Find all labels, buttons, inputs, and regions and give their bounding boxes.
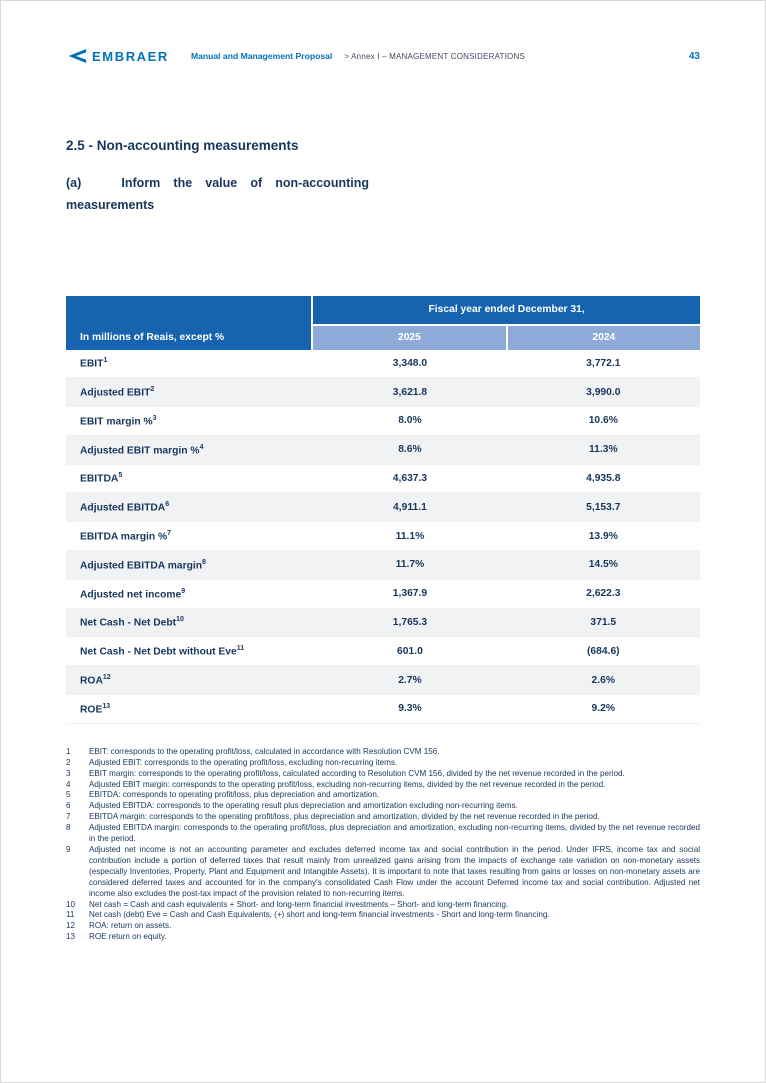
- footnote: [66, 932, 700, 943]
- row-label: ROA$^{12}$: [80, 673, 111, 687]
- table-row: [66, 609, 700, 638]
- footnote-number: 3: [66, 768, 71, 778]
- footnote-number: 13: [66, 932, 76, 942]
- footnote-ref: 6: [165, 501, 170, 509]
- item-a-heading: [66, 172, 369, 217]
- row-label: EBITDA$^5$: [80, 472, 123, 485]
- footnote-ref: 4: [199, 443, 204, 451]
- financial-table: [66, 296, 700, 724]
- footnote-number: 2: [66, 757, 71, 767]
- footnote: [66, 769, 700, 780]
- item-text: Inform the value of non-accounting measurements: [66, 176, 369, 213]
- value-2024: 4,935.8: [586, 473, 621, 485]
- value-2025: 3,348.0: [392, 357, 428, 369]
- table-row: [66, 378, 700, 407]
- table-row: [66, 580, 700, 609]
- footnote: [66, 812, 700, 823]
- row-label: EBIT$^1$: [80, 357, 108, 370]
- row-label: Adjusted EBITDA$^6$: [80, 501, 170, 514]
- document-title: Manual and Management Proposal: [190, 51, 333, 61]
- footnote-ref: 9: [181, 587, 186, 595]
- row-label: Adjusted EBITDA margin$^8$: [80, 558, 206, 572]
- footnote-ref: 11: [236, 645, 245, 653]
- table-body: [66, 350, 700, 724]
- value-2024: 5,153.7: [586, 501, 621, 513]
- table-row: [66, 522, 700, 551]
- table-row: [66, 350, 700, 379]
- row-label: Adjusted EBIT$^2$: [80, 385, 155, 399]
- value-2025: 3,621.8: [392, 386, 428, 398]
- value-2024: (684.6): [586, 645, 620, 657]
- table-row: [66, 436, 700, 465]
- footnote-text: Adjusted net income is not an accounting parameter and excludes deferred income tax and social contribution in the period. Under IFRS, income tax and social contribution include a portion of deferred taxes that result mainly from unrealized gains arising from the impacts of exchange rate variation on non-monetary assets (especially Inventories, Property, Plant and Equipment and Intangible Assets). It is important to note that taxes resulting from gains or losses on non-monetary assets are considered deferred taxes and accounted for in the company's consolidated Cash Flow under the account Deferred income tax and social contribution. Adjusted net income also excludes the post-tax impact of the provision related to non-recurring items.: [89, 845, 700, 898]
- table-row: [66, 407, 700, 436]
- footnote-text: Adjusted EBITDA margin: corresponds to the operating profit/loss, plus depreciation and amortization, excluding non-recurring items, divided by the net revenue recorded in the period.: [89, 823, 700, 844]
- footnote-text: EBITDA margin: corresponds to the operating profit/loss, plus depreciation and amortization, divided by the net revenue recorded in the period.: [89, 812, 600, 822]
- footnote-text: Adjusted EBITDA: corresponds to the operating result plus depreciation and amortization excluding non-recurring items.: [89, 801, 518, 811]
- row-label: EBIT margin %$^3$: [80, 414, 157, 428]
- footnote: [66, 747, 700, 758]
- footnote-ref: 2: [150, 385, 155, 393]
- value-2025: 601.0: [397, 645, 423, 657]
- value-2024: 2,622.3: [586, 588, 621, 600]
- table-row: [66, 666, 700, 695]
- value-2024: 11.3%: [588, 444, 618, 456]
- footnote-ref: 3: [152, 414, 157, 422]
- section-title: 2.5 - Non-accounting measurements: [66, 138, 299, 153]
- footnote-number: 9: [66, 845, 71, 855]
- footnote-text: ROE return on equity.: [89, 932, 167, 942]
- column-header-2024: 2024: [506, 326, 700, 350]
- value-2025: 8.6%: [398, 444, 422, 456]
- footnote: [66, 780, 700, 791]
- breadcrumb: > Annex I – MANAGEMENT CONSIDERATIONS: [344, 51, 525, 61]
- footnote-text: EBIT: corresponds to the operating profit/loss, calculated in accordance with Resolution CVM 156.: [89, 746, 440, 756]
- value-2025: 2.7%: [398, 674, 422, 686]
- footnote-ref: 5: [118, 472, 123, 480]
- row-label: Net Cash - Net Debt$^{10}$: [80, 616, 184, 629]
- footnote: [66, 921, 700, 932]
- value-2024: 9.2%: [591, 703, 616, 715]
- fiscal-year-group-header: Fiscal year ended December 31,: [313, 296, 700, 324]
- footnote-number: 7: [66, 812, 71, 822]
- footnote-text: Adjusted EBIT margin: corresponds to the operating profit/loss, excluding non-recurring items, divided by the net revenue recorded in the period.: [89, 779, 606, 789]
- table-row: [66, 465, 700, 494]
- value-2025: 4,911.1: [393, 501, 427, 513]
- footnote-ref: 10: [176, 616, 184, 624]
- footnote-number: 8: [66, 823, 71, 833]
- value-2024: 3,772.1: [586, 357, 621, 369]
- page-number: 43: [688, 50, 700, 62]
- footnote: [66, 910, 700, 921]
- value-2025: 8.0%: [398, 415, 422, 427]
- footnote-text: Adjusted EBIT: corresponds to the operating profit/loss, excluding non-recurring items.: [89, 757, 398, 767]
- footnote-number: 10: [66, 899, 76, 909]
- footnote-number: 4: [66, 779, 71, 789]
- value-2025: 1,765.3: [392, 617, 428, 629]
- footnote-ref: 1: [103, 357, 108, 365]
- value-2024: 10.6%: [588, 415, 618, 427]
- row-label: Net Cash - Net Debt without Eve$^{11}$: [80, 645, 245, 658]
- footnote-ref: 7: [167, 529, 172, 537]
- value-2025: 4,637.3: [392, 473, 428, 485]
- footnote-text: Net cash (debt) Eve = Cash and Cash Equivalents, (+) short and long-term financial investments - Short and long-term financing.: [89, 910, 550, 920]
- value-2024: 371.5: [590, 617, 617, 629]
- footnote-number: 11: [66, 910, 75, 920]
- footnote: [66, 900, 700, 911]
- footnote-number: 12: [66, 921, 76, 931]
- footnote: [66, 758, 700, 769]
- page-header: [66, 46, 700, 66]
- row-label: EBITDA margin %$^7$: [80, 529, 172, 543]
- table-header: [66, 296, 700, 350]
- footnote: [66, 823, 700, 845]
- table-row: [66, 637, 700, 666]
- row-label: Adjusted net income$^9$: [80, 587, 186, 600]
- value-2024: 3,990.0: [586, 386, 621, 398]
- footnote-number: 1: [66, 746, 71, 756]
- footnote: [66, 845, 700, 900]
- row-label: Adjusted EBIT margin %$^4$: [80, 443, 204, 456]
- footnote-ref: 12: [102, 673, 111, 681]
- column-header-2025: 2025: [313, 326, 505, 350]
- footnote-ref: 8: [202, 558, 206, 566]
- footnote-text: ROA: return on assets.: [89, 921, 172, 931]
- footnote-text: EBITDA: corresponds to operating profit/loss, plus depreciation and amortization.: [89, 790, 380, 800]
- value-2024: 13.9%: [588, 530, 618, 542]
- value-2025: 11.1%: [395, 530, 425, 542]
- value-2025: 11.7%: [395, 559, 425, 571]
- table-corner-label: In millions of Reais, except %: [66, 296, 313, 350]
- footnote-ref: 13: [102, 702, 111, 710]
- table-row: [66, 493, 700, 522]
- footnote: [66, 801, 700, 812]
- embraer-wordmark: EMBRAER: [92, 48, 169, 64]
- item-letter: (a): [66, 176, 82, 190]
- value-2024: 2.6%: [591, 674, 616, 686]
- footnote-number: 6: [66, 801, 71, 811]
- table-row: [66, 551, 700, 580]
- footnote-text: EBIT margin: corresponds to the operating profit/loss, calculated according to Resolution CVM 156, divided by the net revenue recorded in the period.: [89, 768, 625, 778]
- footnote-text: Net cash = Cash and cash equivalents + Short- and long-term financial investments – Short- and long-term financing.: [89, 899, 509, 909]
- footnotes-section: [66, 747, 700, 943]
- embraer-logo: [66, 49, 169, 64]
- row-label: ROE$^{13}$: [80, 702, 111, 716]
- footnote-number: 5: [66, 790, 71, 800]
- table-row: [66, 695, 700, 724]
- value-2024: 14.5%: [588, 559, 618, 571]
- embraer-arrow-icon: [66, 49, 87, 63]
- value-2025: 9.3%: [398, 703, 422, 715]
- value-2025: 1,367.9: [392, 588, 428, 600]
- footnote: [66, 790, 700, 801]
